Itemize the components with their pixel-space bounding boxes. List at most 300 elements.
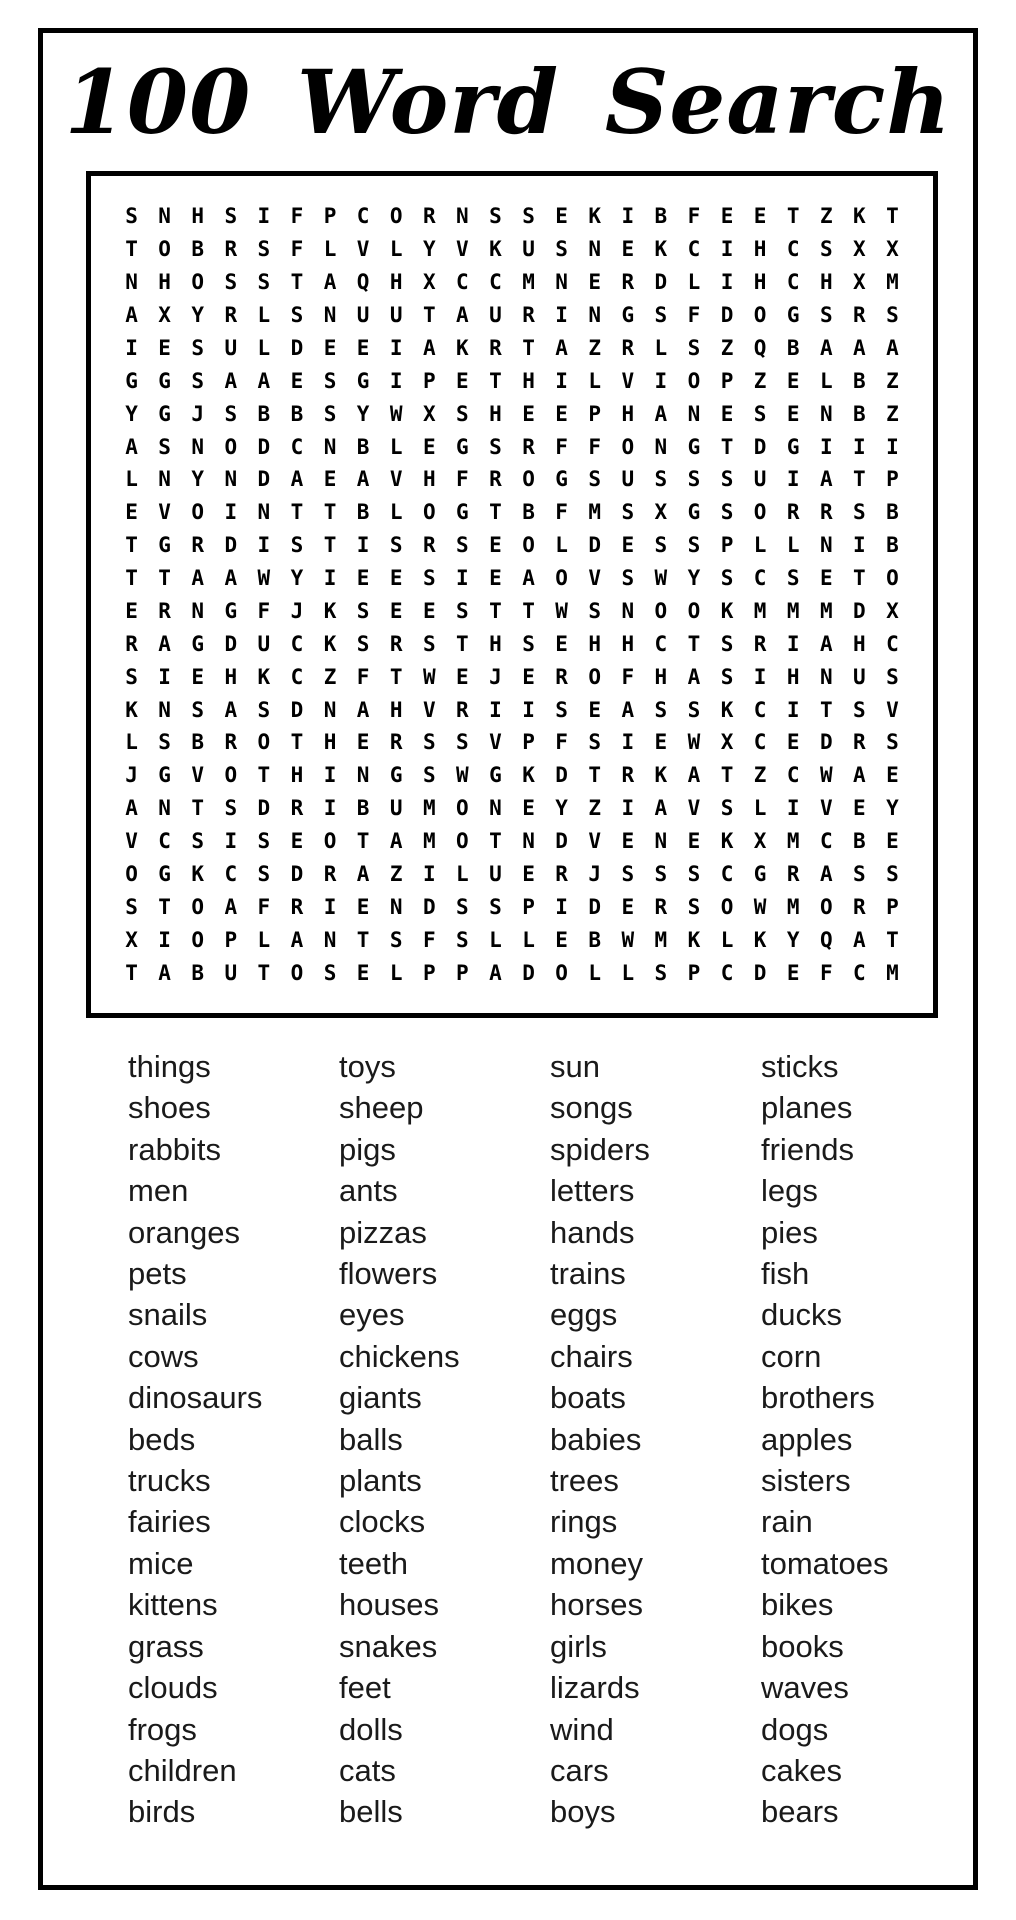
grid-cell: R	[290, 894, 304, 919]
grid-cell: G	[621, 303, 635, 328]
grid-cell: P	[720, 533, 734, 558]
grid-cell: O	[456, 829, 469, 854]
word-item: dolls	[339, 1711, 403, 1747]
word-item: eggs	[550, 1297, 618, 1333]
grid-cell: E	[621, 237, 635, 262]
grid-cell: I	[224, 829, 238, 854]
grid-cell: P	[456, 960, 469, 985]
grid-cell: Z	[588, 796, 602, 821]
grid-cell: S	[422, 730, 436, 755]
grid-cell: R	[290, 796, 304, 821]
grid-cell: C	[753, 730, 767, 755]
grid-cell: R	[489, 335, 502, 360]
grid-cell: N	[323, 927, 337, 952]
grid-cell: C	[290, 434, 304, 459]
grid-cell: M	[886, 270, 899, 295]
word-item: eyes	[339, 1297, 405, 1333]
grid-cell: S	[456, 401, 469, 426]
grid-cell: E	[720, 204, 734, 229]
grid-cell: T	[886, 204, 899, 229]
grid-cell: E	[191, 664, 205, 689]
grid-cell: E	[588, 697, 602, 722]
grid-cell: B	[853, 368, 866, 393]
grid-cell: S	[323, 401, 337, 426]
grid-cell: B	[356, 500, 370, 525]
grid-cell: N	[819, 664, 833, 689]
grid-cell: E	[522, 664, 535, 689]
grid-cell: C	[886, 631, 899, 656]
grid-cell: L	[819, 368, 833, 393]
grid-cell: S	[323, 960, 337, 985]
grid-cell: E	[356, 566, 370, 591]
grid-cell: O	[224, 763, 238, 788]
word-item: spiders	[550, 1131, 650, 1167]
word-item: lizards	[550, 1670, 640, 1706]
grid-cell: S	[522, 204, 535, 229]
grid-cell: P	[588, 401, 602, 426]
grid-cell: R	[853, 894, 866, 919]
grid-cell: E	[389, 566, 403, 591]
grid-cell: I	[323, 566, 337, 591]
grid-cell: T	[323, 500, 337, 525]
grid-cell: U	[389, 303, 403, 328]
grid-cell: X	[753, 829, 767, 854]
grid-cell: S	[323, 368, 337, 393]
grid-row	[115, 233, 909, 266]
grid-cell: V	[588, 566, 602, 591]
word-item: brothers	[761, 1380, 875, 1416]
grid-row	[115, 858, 909, 891]
grid-cell: S	[786, 566, 800, 591]
grid-cell: E	[654, 730, 668, 755]
grid-cell: L	[257, 303, 271, 328]
grid-cell: R	[125, 631, 138, 656]
word-item: money	[550, 1545, 644, 1581]
grid-cell: S	[290, 533, 304, 558]
grid-row	[115, 529, 909, 562]
word-item: friends	[761, 1131, 855, 1167]
grid-cell: P	[720, 368, 734, 393]
grid-cell: S	[422, 566, 436, 591]
grid-cell: S	[654, 697, 668, 722]
grid-cell: S	[125, 204, 138, 229]
grid-cell: E	[720, 401, 734, 426]
grid-cell: L	[389, 500, 403, 525]
grid-cell: F	[588, 434, 602, 459]
grid-cell: R	[555, 861, 568, 886]
grid-cell: O	[555, 566, 568, 591]
grid-cell: E	[522, 401, 535, 426]
grid-cell: E	[853, 796, 866, 821]
word-item: pies	[761, 1214, 818, 1250]
word-item: pets	[128, 1256, 187, 1292]
word-item: rings	[550, 1504, 618, 1540]
grid-cell: G	[489, 763, 502, 788]
grid-cell: W	[555, 598, 568, 623]
grid-row	[115, 923, 909, 956]
grid-cell: O	[191, 894, 205, 919]
grid-row	[115, 693, 909, 726]
grid-cell: C	[720, 960, 734, 985]
grid-cell: R	[621, 763, 635, 788]
grid-cell: O	[687, 368, 701, 393]
grid-cell: D	[555, 763, 568, 788]
grid-cell: F	[356, 664, 370, 689]
grid-cell: Z	[886, 368, 899, 393]
grid-cell: H	[422, 467, 436, 492]
grid-cell: S	[456, 533, 469, 558]
grid-cell: A	[224, 368, 238, 393]
grid-cell: A	[224, 566, 238, 591]
grid-cell: C	[819, 829, 833, 854]
word-item: planes	[761, 1090, 853, 1126]
grid-row	[115, 726, 909, 759]
grid-cell: R	[158, 598, 171, 623]
grid-cell: G	[555, 467, 568, 492]
grid-cell: E	[456, 368, 469, 393]
word-item: boys	[550, 1794, 616, 1830]
grid-cell: I	[224, 500, 238, 525]
grid-cell: H	[621, 401, 635, 426]
grid-cell: Z	[389, 861, 403, 886]
grid-cell: I	[323, 796, 337, 821]
grid-cell: O	[191, 500, 205, 525]
grid-cell: D	[522, 960, 535, 985]
word-item: snakes	[339, 1628, 438, 1664]
grid-cell: R	[522, 303, 535, 328]
word-item: clocks	[339, 1504, 426, 1540]
grid-cell: L	[323, 237, 337, 262]
grid-cell: T	[125, 237, 138, 262]
word-item: mice	[128, 1545, 194, 1581]
grid-cell: K	[257, 664, 271, 689]
word-list	[128, 1046, 968, 1833]
grid-cell: S	[191, 368, 205, 393]
grid-cell: L	[125, 467, 138, 492]
grid-cell: I	[786, 796, 800, 821]
grid-cell: I	[257, 533, 271, 558]
grid-cell: E	[323, 467, 337, 492]
grid-cell: H	[753, 270, 767, 295]
grid-cell: V	[621, 368, 635, 393]
grid-cell: S	[125, 894, 138, 919]
grid-cell: E	[555, 204, 568, 229]
word-item: dogs	[761, 1711, 829, 1747]
word-item: trains	[550, 1256, 626, 1292]
grid-cell: H	[224, 664, 238, 689]
grid-cell: H	[853, 631, 866, 656]
grid-cell: P	[422, 960, 436, 985]
puzzle-grid-box	[86, 171, 938, 1018]
grid-cell: R	[555, 664, 568, 689]
word-column-4	[761, 1046, 972, 1833]
grid-cell: T	[290, 500, 304, 525]
grid-cell: O	[389, 204, 403, 229]
grid-cell: T	[489, 598, 502, 623]
grid-cell: L	[588, 368, 602, 393]
grid-cell: E	[522, 861, 535, 886]
grid-cell: G	[125, 368, 138, 393]
grid-cell: N	[489, 796, 502, 821]
grid-cell: C	[456, 270, 469, 295]
grid-cell: R	[224, 303, 238, 328]
grid-cell: E	[687, 829, 701, 854]
word-item: frogs	[128, 1711, 197, 1747]
grid-cell: S	[621, 566, 635, 591]
grid-cell: L	[753, 533, 767, 558]
grid-cell: A	[819, 335, 833, 360]
grid-cell: I	[720, 237, 734, 262]
grid-cell: H	[621, 631, 635, 656]
grid-cell: A	[555, 335, 568, 360]
grid-row	[115, 430, 909, 463]
word-item: pigs	[339, 1131, 396, 1167]
grid-cell: S	[125, 664, 138, 689]
grid-cell: V	[489, 730, 502, 755]
grid-cell: V	[422, 697, 436, 722]
grid-row	[115, 299, 909, 332]
grid-cell: O	[522, 467, 535, 492]
word-item: girls	[550, 1628, 607, 1664]
grid-cell: L	[687, 270, 701, 295]
grid-cell: C	[489, 270, 502, 295]
grid-cell: H	[522, 368, 535, 393]
grid-cell: A	[125, 303, 138, 328]
word-item: cars	[550, 1752, 609, 1788]
grid-cell: T	[257, 960, 271, 985]
grid-cell: T	[819, 697, 833, 722]
grid-cell: B	[257, 401, 271, 426]
grid-cell: E	[489, 566, 502, 591]
grid-cell: S	[522, 631, 535, 656]
grid-cell: S	[191, 829, 205, 854]
word-item: flowers	[339, 1256, 438, 1292]
grid-cell: C	[356, 204, 370, 229]
grid-cell: M	[753, 598, 767, 623]
grid-cell: P	[886, 467, 899, 492]
grid-cell: E	[522, 796, 535, 821]
grid-cell: F	[819, 960, 833, 985]
grid-cell: E	[422, 434, 436, 459]
grid-cell: S	[753, 401, 767, 426]
grid-cell: U	[621, 467, 635, 492]
grid-cell: N	[323, 303, 337, 328]
grid-cell: Y	[125, 401, 138, 426]
grid-cell: B	[588, 927, 602, 952]
grid-cell: I	[158, 664, 171, 689]
grid-cell: S	[687, 335, 701, 360]
grid-cell: X	[853, 237, 866, 262]
grid-cell: I	[555, 894, 568, 919]
word-item: feet	[339, 1670, 391, 1706]
grid-cell: M	[654, 927, 668, 952]
grid-cell: U	[753, 467, 767, 492]
grid-cell: R	[654, 894, 668, 919]
grid-cell: A	[356, 697, 370, 722]
grid-cell: R	[621, 270, 635, 295]
word-item: grass	[128, 1628, 204, 1664]
grid-cell: E	[786, 960, 800, 985]
word-item: bikes	[761, 1587, 834, 1623]
grid-cell: S	[489, 434, 502, 459]
grid-cell: T	[522, 335, 535, 360]
grid-cell: N	[191, 598, 205, 623]
grid-cell: V	[389, 467, 403, 492]
grid-cell: C	[720, 861, 734, 886]
grid-cell: N	[323, 434, 337, 459]
grid-cell: L	[257, 335, 271, 360]
grid-cell: E	[786, 368, 800, 393]
grid-cell: I	[555, 303, 568, 328]
grid-cell: B	[886, 500, 899, 525]
grid-cell: A	[819, 861, 833, 886]
grid-cell: S	[720, 467, 734, 492]
grid-cell: V	[687, 796, 701, 821]
grid-cell: A	[125, 434, 138, 459]
grid-cell: C	[158, 829, 171, 854]
grid-cell: E	[786, 730, 800, 755]
grid-cell: H	[654, 664, 668, 689]
grid-cell: F	[555, 730, 568, 755]
grid-cell: A	[290, 467, 304, 492]
grid-cell: N	[654, 434, 668, 459]
grid-cell: D	[257, 467, 271, 492]
grid-cell: I	[323, 763, 337, 788]
grid-cell: T	[489, 500, 502, 525]
grid-cell: A	[158, 631, 171, 656]
grid-cell: T	[158, 566, 171, 591]
grid-cell: A	[687, 664, 701, 689]
grid-cell: U	[853, 664, 866, 689]
grid-cell: N	[257, 500, 271, 525]
grid-cell: B	[654, 204, 668, 229]
grid-cell: K	[456, 335, 469, 360]
grid-cell: F	[687, 303, 701, 328]
grid-cell: U	[389, 796, 403, 821]
word-item: wind	[550, 1711, 614, 1747]
grid-cell: I	[753, 664, 767, 689]
word-item: sisters	[761, 1463, 851, 1499]
grid-cell: S	[886, 861, 899, 886]
grid-cell: C	[786, 237, 800, 262]
grid-cell: S	[456, 598, 469, 623]
grid-cell: N	[323, 697, 337, 722]
grid-cell: K	[720, 697, 734, 722]
grid-cell: J	[125, 763, 138, 788]
grid-cell: Q	[753, 335, 767, 360]
grid-cell: T	[257, 763, 271, 788]
grid-row	[115, 792, 909, 825]
grid-cell: N	[224, 467, 238, 492]
grid-cell: R	[786, 861, 800, 886]
grid-cell: T	[853, 566, 866, 591]
grid-cell: S	[687, 533, 701, 558]
grid-cell: K	[588, 204, 602, 229]
grid-cell: E	[621, 533, 635, 558]
grid-cell: S	[654, 861, 668, 886]
grid-cell: G	[356, 368, 370, 393]
grid-cell: S	[290, 303, 304, 328]
grid-cell: S	[422, 763, 436, 788]
grid-cell: S	[654, 303, 668, 328]
grid-cell: S	[224, 401, 238, 426]
grid-cell: S	[158, 434, 171, 459]
grid-cell: L	[125, 730, 138, 755]
grid-cell: N	[158, 697, 171, 722]
grid-cell: K	[753, 927, 767, 952]
grid-cell: S	[886, 303, 899, 328]
grid-cell: Z	[323, 664, 337, 689]
grid-cell: S	[257, 697, 271, 722]
word-item: corn	[761, 1338, 822, 1374]
grid-cell: B	[356, 434, 370, 459]
grid-cell: I	[621, 730, 635, 755]
grid-cell: T	[191, 796, 205, 821]
grid-cell: T	[720, 434, 734, 459]
grid-cell: T	[720, 763, 734, 788]
grid-cell: E	[819, 566, 833, 591]
grid-cell: S	[886, 664, 899, 689]
word-item: rain	[761, 1504, 813, 1540]
grid-cell: H	[389, 270, 403, 295]
grid-cell: T	[489, 829, 502, 854]
grid-row	[115, 332, 909, 365]
grid-cell: P	[687, 960, 701, 985]
grid-cell: J	[191, 401, 205, 426]
grid-cell: R	[389, 730, 403, 755]
grid-cell: O	[753, 303, 767, 328]
word-column-2	[339, 1046, 550, 1833]
grid-cell: S	[720, 500, 734, 525]
grid-cell: T	[323, 533, 337, 558]
grid-cell: I	[356, 533, 370, 558]
grid-cell: N	[522, 829, 535, 854]
grid-cell: D	[588, 533, 602, 558]
grid-cell: A	[290, 927, 304, 952]
grid-cell: G	[753, 861, 767, 886]
grid-cell: M	[886, 960, 899, 985]
grid-cell: Y	[555, 796, 568, 821]
grid-cell: O	[654, 598, 668, 623]
grid-cell: R	[753, 631, 767, 656]
grid-cell: X	[886, 598, 899, 623]
grid-cell: E	[786, 401, 800, 426]
grid-cell: B	[356, 796, 370, 821]
grid-cell: E	[555, 927, 568, 952]
grid-cell: G	[786, 303, 800, 328]
grid-cell: M	[422, 829, 436, 854]
grid-cell: T	[422, 303, 436, 328]
grid-cell: D	[290, 861, 304, 886]
word-item: letters	[550, 1173, 635, 1209]
grid-cell: O	[323, 829, 337, 854]
grid-cell: K	[654, 237, 668, 262]
grid-cell: G	[224, 598, 238, 623]
word-item: children	[128, 1752, 237, 1788]
grid-cell: P	[522, 730, 535, 755]
grid-cell: T	[290, 730, 304, 755]
grid-cell: L	[389, 237, 403, 262]
grid-cell: O	[422, 500, 436, 525]
grid-cell: Z	[819, 204, 833, 229]
grid-cell: U	[224, 335, 238, 360]
grid-cell: O	[191, 270, 205, 295]
grid-cell: Q	[356, 270, 370, 295]
grid-cell: P	[522, 894, 535, 919]
grid-cell: L	[621, 960, 635, 985]
grid-cell: W	[456, 763, 469, 788]
grid-cell: S	[819, 237, 833, 262]
